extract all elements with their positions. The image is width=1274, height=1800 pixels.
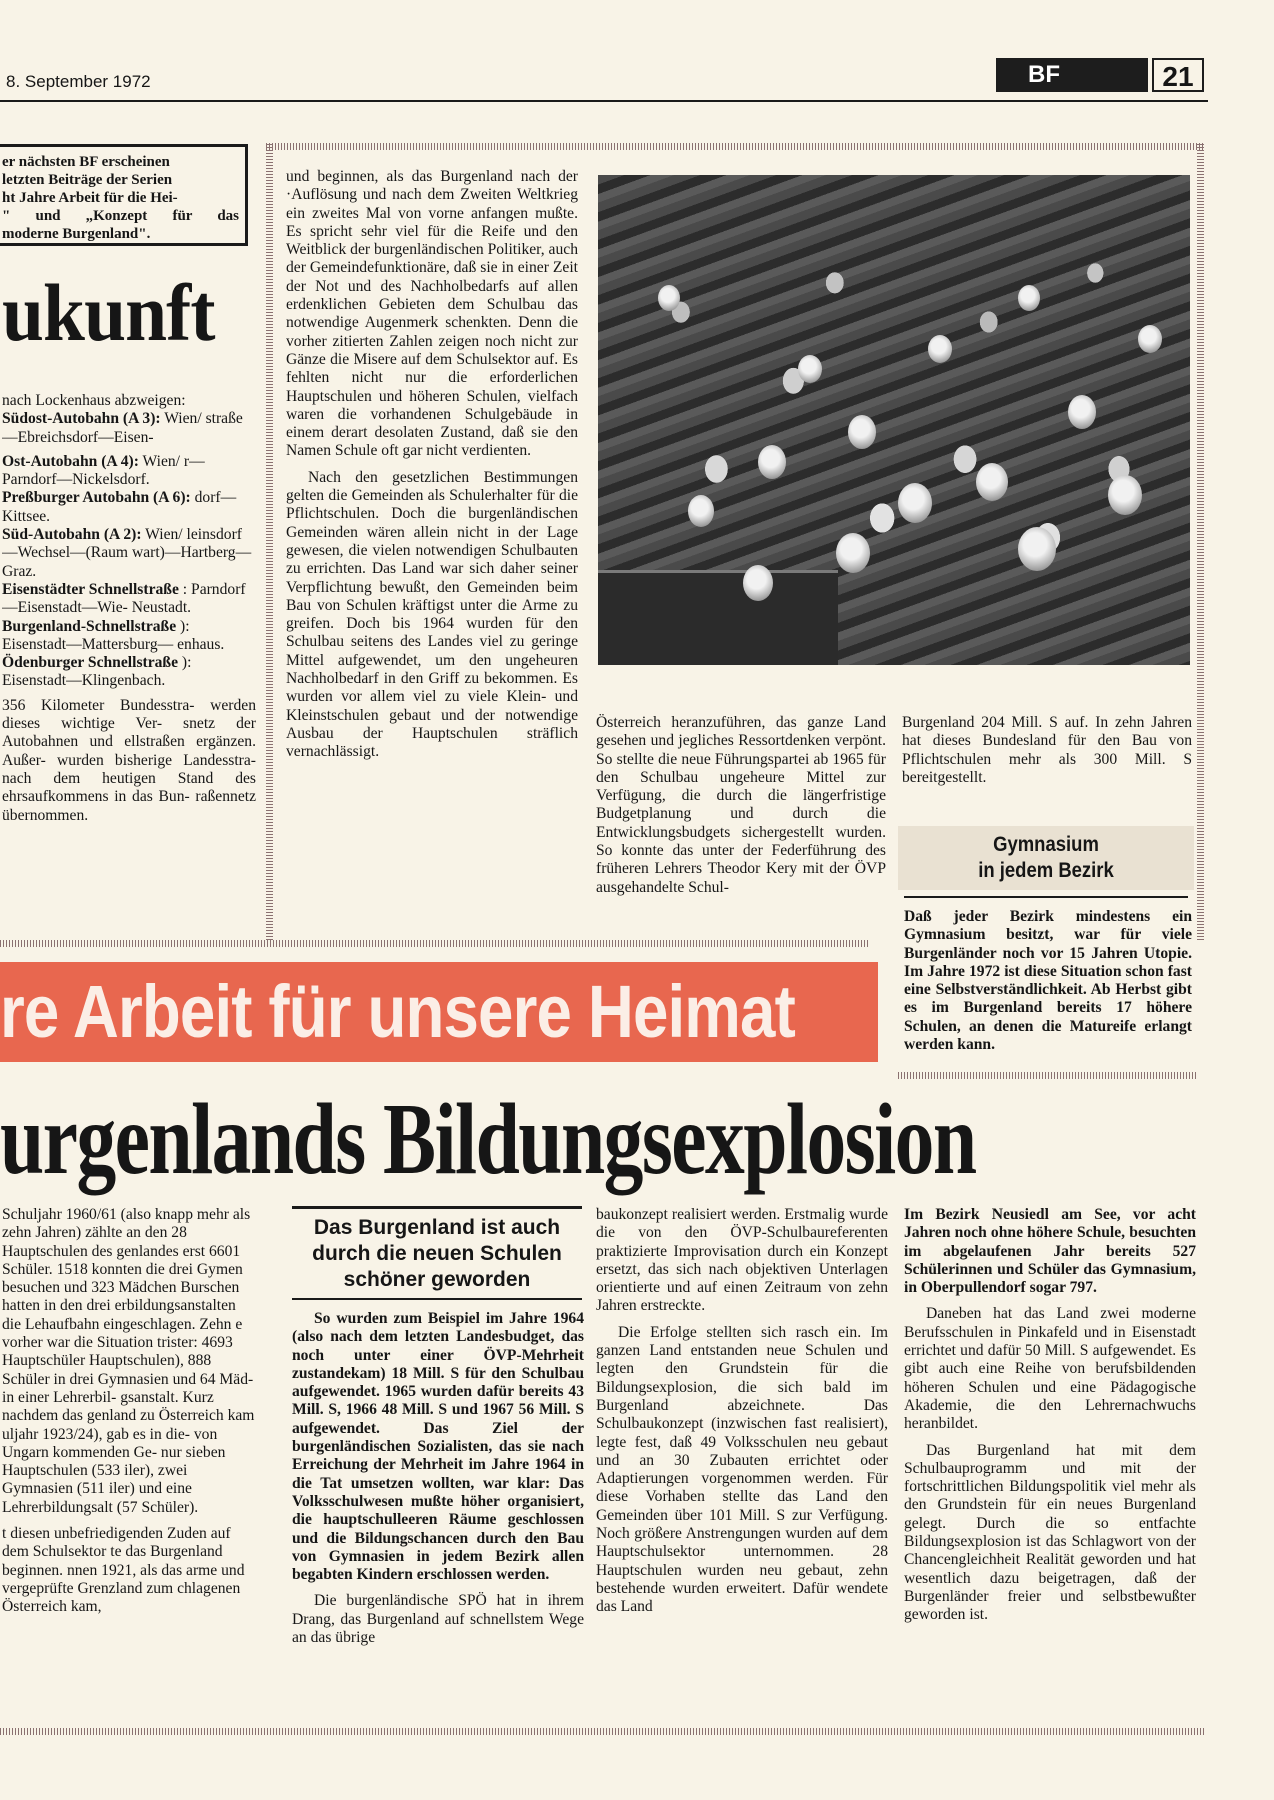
bottom-col4-p3: Das Burgenland hat mit dem Schulbauprogramm und mit der fortschrittlichen Bildungspolitik viel mehr als den Grundstein für ein neues Burgenland gelegt. Durch die so entfachte Bildungsexplosion ist das Schlagwort von der Chancengleichheit Realität geworden und hat wesentlich dazu beigetragen, daß der Burgenländer freier und selbstbewußter geworden ist.	[904, 1441, 1196, 1624]
intro-line: er nächsten BF erscheinen	[2, 154, 170, 170]
left-article-body	[2, 392, 256, 912]
banner	[0, 962, 878, 1062]
middle-column	[286, 168, 578, 952]
photo-schoolchildren	[598, 175, 1190, 665]
bottom-col4-p2: Daneben hat das Land zwei moderne Berufsschulen in Pinkafeld und in Eisenstadt errichtet und dafür 50 Mill. S aufgewendet. Es gibt auch eine Reihe von berufsbildenden höheren Schulen und eine Pädagogische Akademie, die den Lehrernachwuchs heranbildet.	[904, 1305, 1196, 1433]
road-item: Ödenburger Schnellstraße ): Eisenstadt—Klingenbach.	[2, 654, 192, 690]
frame-top	[266, 143, 1204, 150]
banner-text: re Arbeit für unsere Heimat	[0, 970, 795, 1053]
under-photo-col2-text: Burgenland 204 Mill. S auf. In zehn Jahren hat dieses Bundesland für den Bau von Pflichtschulen mehr als 300 Mill. S bereitgestellt.	[902, 714, 1192, 786]
bottom-col4	[904, 1206, 1196, 1722]
bottom-col1-p1: Schuljahr 1960/61 (also knapp mehr als zehn Jahren) zählte an den 28 Hauptschulen des genlandes erst 6601 Schüler. 1518 konnten die drei Gymen besuchen und 323 Mädchen Burschen hatten in den drei erbildungsanstalten die Lehaufbahn eingeschlagen. Zehn e vorher war die Situation trister: 4693 Hauptschüler Hauptschulen), 888 Schüler in drei Gymnasien und 64 Mäd- in einer Lehrerbil- gsanstalt. Kurz nachdem das genland zu Österreich kam uljahr 1923/24), gab es in die- von Ungarn kommenden Ge- nur sieben Hauptschulen (533 iler), zwei Gymnasien (511 iler) und eine Lehrerbildungsalt (57 Schüler).	[2, 1206, 255, 1516]
bottom-col2-heading-box	[292, 1206, 582, 1302]
road-item: nach Lockenhaus abzweigen:	[2, 392, 186, 409]
intro-line: letzten Beiträge der Serien	[2, 172, 173, 188]
bottom-col2-heading-line3: schöner geworden	[343, 1268, 531, 1291]
page-bottom-rule	[0, 1728, 1204, 1735]
gymnasium-box-bottom	[898, 1072, 1198, 1079]
road-item: Südost-Autobahn (A 3): Wien/ straße—Ebreichsdorf—Eisen-	[2, 410, 243, 446]
bottom-col1-p2: t diesen unbefriedigenden Zuden auf dem Schulsektor te das Burgenland beginnen. nnen 1921, als das arme und vergeprüfte Grenzland zum chlagenen Österreich kam,	[2, 1525, 245, 1616]
bottom-col4-p1: Im Bezirk Neusiedl am See, vor acht Jahren noch ohne höhere Schule, besuchten im abgelaufenen Jahr bereits 527 Schülerinnen und Schüler das Gymnasium, in Oberpullendorf sogar 797.	[904, 1206, 1196, 1297]
gymnasium-box	[898, 826, 1194, 1074]
intro-line: " und „Konzept für das	[2, 208, 239, 224]
bottom-col3	[596, 1206, 888, 1722]
bottom-col2-heading-line2: durch die neuen Schulen	[312, 1242, 562, 1265]
bottom-col2-heading-rule	[292, 1298, 582, 1300]
intro-line: moderne Burgenland".	[2, 226, 151, 242]
middle-p1: und beginnen, als das Burgenland nach der ·Auflösung und nach dem Zweiten Weltkrieg ein zweites Mal von vorne anfangen mußte. Es spricht sehr viel für die Reife und den Weitblick der burgenländischen Politiker, auch der Gemeindefunktionäre, daß sie in einer Zeit der Not und des Nachholbedarfs auf allen erdenklichen Gebieten dem Schulbau das notwendige Augenmerk schenkten. Denn die vorher zitierten Zahlen zeigen noch nicht zur Gänze die Misere auf dem Schulsektor auf. Es fehlten nicht nur die erforderlichen Hauptschulen und höheren Schulen, vielfach waren die vorhandenen Schulgebäude in einem derart desolaten Zustand, daß sie den Namen Schule oft gar nicht verdienten.	[286, 168, 578, 460]
gymnasium-box-title-line2: in jedem Bezirk	[978, 859, 1114, 882]
bottom-col2-p2: Die burgenländische SPÖ hat in ihrem Drang, das Burgenland auf schnellstem Wege an das übrige	[292, 1592, 584, 1647]
road-item: Preßburger Autobahn (A 6): dorf—Kittsee.	[2, 489, 237, 525]
road-item: Burgenland-Schnellstraße ): Eisenstadt—Mattersburg— enhaus.	[2, 617, 225, 653]
middle-p2: Nach den gesetzlichen Bestimmungen gelten die Gemeinden als Schulerhalter für die Pflichtschulen. Doch die burgenländischen Gemeinden wären allein nicht in der Lage gewesen, die vielen notwendigen Schulbauten zu errichten. Das Land war sich daher seiner Verpflichtung bewußt, den Gemeinden beim Bau von Schulen kräftigst unter die Arme zu greifen. Doch bis 1964 wurden für den Schulbau seitens des Landes viel zu geringe Mittel aufgewendet, um den ungeheuren Nachholbedarf in den Griff zu bekommen. Es wurden vor allem viel zu viele Klein- und Kleinstschulen gebaut und der notwendige Ausbau der Hauptschulen sträflich vernachlässigt.	[286, 468, 578, 761]
road-item: Eisenstädter Schnellstraße : Parndorf—Eisenstadt—Wie- Neustadt.	[2, 580, 246, 617]
gymnasium-box-title-line1: Gymnasium	[993, 833, 1099, 856]
intro-box	[0, 144, 248, 246]
road-item: Ost-Autobahn (A 4): Wien/ r—Parndorf—Nickelsdorf.	[2, 452, 205, 489]
header-rule	[0, 100, 1208, 102]
left-article-closing: 356 Kilometer Bundesstra- werden dieses wichtige Ver- snetz der Autobahnen und ellstraßen ergänzen. Außer- wurden bisherige Landesstra- nach dem heutigen Stand des ehrsaufkommens in das Bun- raßennetz übernommen.	[2, 696, 256, 824]
under-photo-col1	[596, 714, 886, 960]
road-item: Süd-Autobahn (A 2): Wien/ leinsdorf—Wechsel—(Raum wart)—Hartberg—Graz.	[2, 526, 252, 580]
under-photo-col2	[902, 714, 1192, 814]
frame-right	[1197, 143, 1204, 940]
issue-date: 8. September 1972	[6, 72, 151, 91]
main-headline: urgenlands Bildungsexplosion	[0, 1083, 976, 1196]
bottom-col2-heading-line1: Das Burgenland ist auch	[313, 1216, 561, 1239]
bottom-col3-p1: baukonzept realisiert werden. Erstmalig wurde die von den ÖVP-Schulbaureferenten praktizierte Improvisation durch ein Konzept ersetzt, das sich nach objektiven Unterlagen orientierte und auf einen Zeitraum von zehn Jahren erstreckte.	[596, 1206, 888, 1315]
left-article-headline: ukunft	[2, 267, 215, 358]
bottom-col1	[2, 1206, 258, 1722]
section-badge: BF	[996, 58, 1148, 92]
bottom-col2-p1: So wurden zum Beispiel im Jahre 1964 (also nach dem letzten Landesbudget, das noch unter einer ÖVP-Mehrheit zustandekam) 18 Mill. S für den Schulbau aufgewendet. 1965 wurden dafür bereits 43 Mill. S, 1966 48 Mill. S und 1967 56 Mill. S aufgewendet. Das Ziel der burgenländischen Sozialisten, das sie nach Erreichung der Mehrheit im Jahre 1964 in die Tat umsetzen wollten, war klar: Das Volksschulwesen mußte höher organisiert, die hauptschulleeren Räume geschlossen und die Bildungschancen durch den Bau von Gymnasien in jedem Bezirk allen begabten Kindern erschlossen werden.	[292, 1310, 584, 1584]
frame-left	[266, 143, 273, 940]
gymnasium-box-text: Daß jeder Bezirk mindestens ein Gymnasium besitzt, war für viele Burgenländer noch vor 15 Jahren Utopie. Im Jahre 1972 ist diese Situation schon fast eine Selbstverständlichkeit. Ab Herbst gibt es im Burgenland bereits 17 höhere Schulen, an denen die Matureife erlangt werden kann.	[904, 908, 1192, 1054]
bottom-col3-p2: Die Erfolge stellten sich rasch ein. Im ganzen Land entstanden neue Schulen und legten den Grundstein für die Bildungsexplosion, die sich bald im Burgenland abzeichnete. Das Schulbaukonzept (inzwischen fast realisiert), legte fest, daß 49 Volksschulen neu gebaut und an 30 Zubauten errichtet oder Adaptierungen vorgenommen werden. Für diese Vorhaben stellte das Land den Gemeinden über 101 Mill. S zur Verfügung. Noch größere Anstrengungen wurden auf dem Hauptschulsektor unternommen. 28 Hauptschulen wurden neu gebaut, zehn bestehende wurden erweitert. Dafür wendete das Land	[596, 1323, 888, 1616]
intro-line: ht Jahre Arbeit für die Hei-	[2, 190, 178, 206]
page-number: 21	[1152, 58, 1204, 92]
bottom-col2	[292, 1310, 584, 1722]
under-photo-col1-text: Österreich heranzuführen, das ganze Land gesehen und jegliches Ressortdenken verpönt. So stellte die neue Führungspartei ab 1965 für den Schulbau ungeheure Mittel zur Verfügung, die durch die längerfristige Budgetplanung und durch die Entwicklungsbudgets sichergestellt wurden. So konnte das unter der Federführung des früheren Lehrers Theodor Kery mit der ÖVP ausgehandelte Schul-	[596, 714, 886, 896]
